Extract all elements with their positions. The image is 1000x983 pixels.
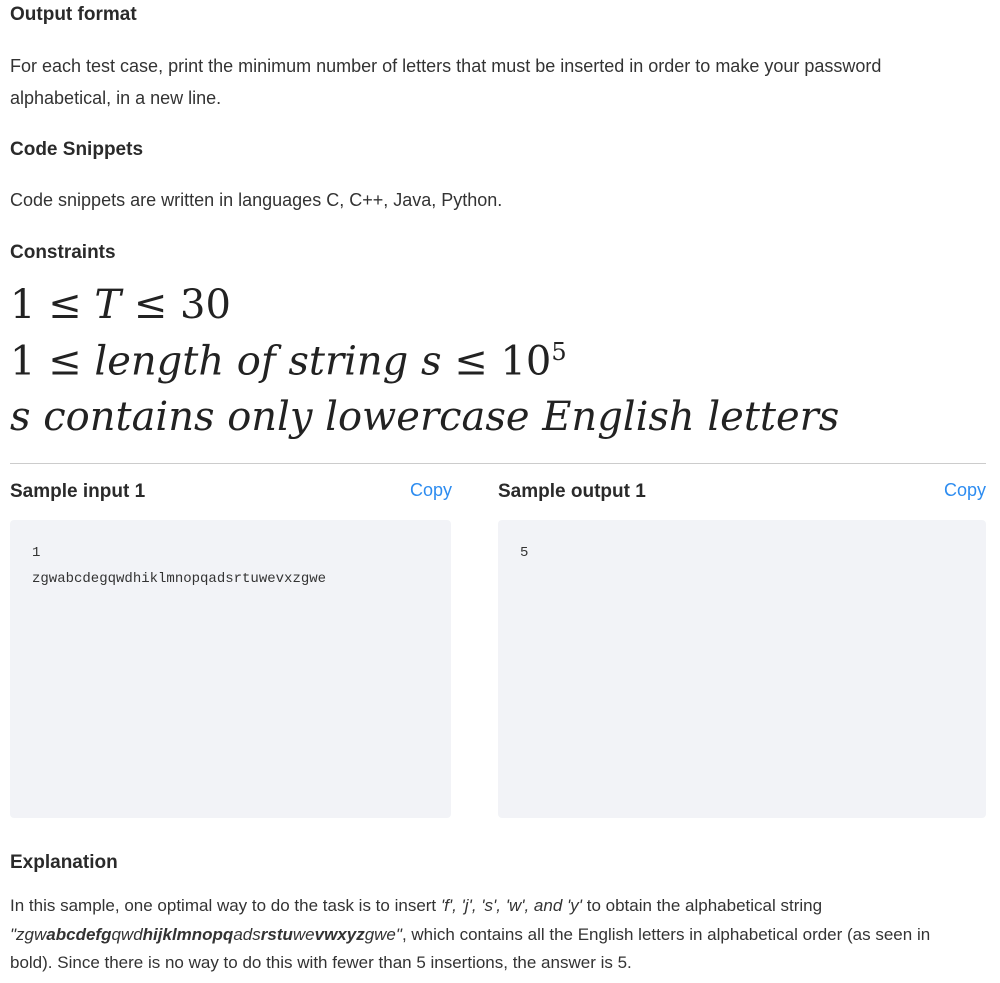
segment: gwe" (364, 924, 402, 944)
divider (10, 463, 986, 464)
text: In this sample, one optimal way to do the task is to insert (10, 896, 441, 915)
segment: ads (233, 924, 261, 944)
constraint-length (10, 338, 567, 384)
output-format-text: For each test case, print the minimum number of letters that must be inserted in order to make your password alphabetical, in a new line. (10, 56, 882, 108)
explanation-text (10, 892, 970, 978)
copy-input-button[interactable]: Copy (410, 480, 453, 500)
copy-output-button[interactable]: Copy (944, 480, 987, 500)
alphabetical-string (10, 925, 402, 944)
text: to obtain the alphabetical string (582, 896, 823, 915)
input-line: zgwabcdegqwdhiklmnopqadsrtuwevxzgwe (32, 571, 327, 587)
segment: "zgw (10, 924, 47, 944)
output-format-heading: Output format (10, 4, 137, 25)
segment: qwd (111, 924, 143, 944)
sample-input-box[interactable] (10, 520, 451, 818)
segment: we (292, 924, 315, 944)
math-text: 1 ≤ (10, 338, 95, 385)
text: , which contains all the English letters in alphabetical order (as seen in bold). Since there is no way to do this with fewer than 5 insertions, the answer is 5. (10, 924, 931, 972)
sample-input-heading: Sample input 1 (10, 481, 146, 502)
sample-output-heading: Sample output 1 (498, 481, 646, 502)
math-text: 1 ≤ (10, 282, 95, 328)
constraints-heading: Constraints (10, 242, 116, 263)
math-var: T (94, 282, 122, 328)
bold-segment: abcdefg (46, 924, 112, 944)
bold-segment: vwxyz (314, 924, 365, 944)
bold-segment: hijklmnopq (142, 924, 234, 944)
bold-segment: rstu (260, 924, 293, 944)
code-snippets-heading: Code Snippets (10, 139, 144, 160)
output-line: 5 (520, 545, 529, 561)
math-var: s contains only lowercase English letters (10, 394, 840, 440)
sample-output-box[interactable] (498, 520, 986, 818)
constraint-letters (10, 394, 839, 440)
input-line: 1 (32, 545, 41, 561)
inserted-letters: 'f', 'j', 's', 'w', and 'y' (440, 896, 582, 915)
explanation-heading: Explanation (10, 852, 118, 873)
code-snippets-text: Code snippets are written in languages C, C++, Java, Python. (10, 190, 503, 210)
math-var: length of string s (94, 338, 442, 385)
constraint-t (10, 282, 231, 328)
math-sup: 5 (551, 338, 567, 366)
math-text: ≤ 30 (121, 282, 231, 328)
math-text: ≤ 10 (441, 338, 552, 385)
